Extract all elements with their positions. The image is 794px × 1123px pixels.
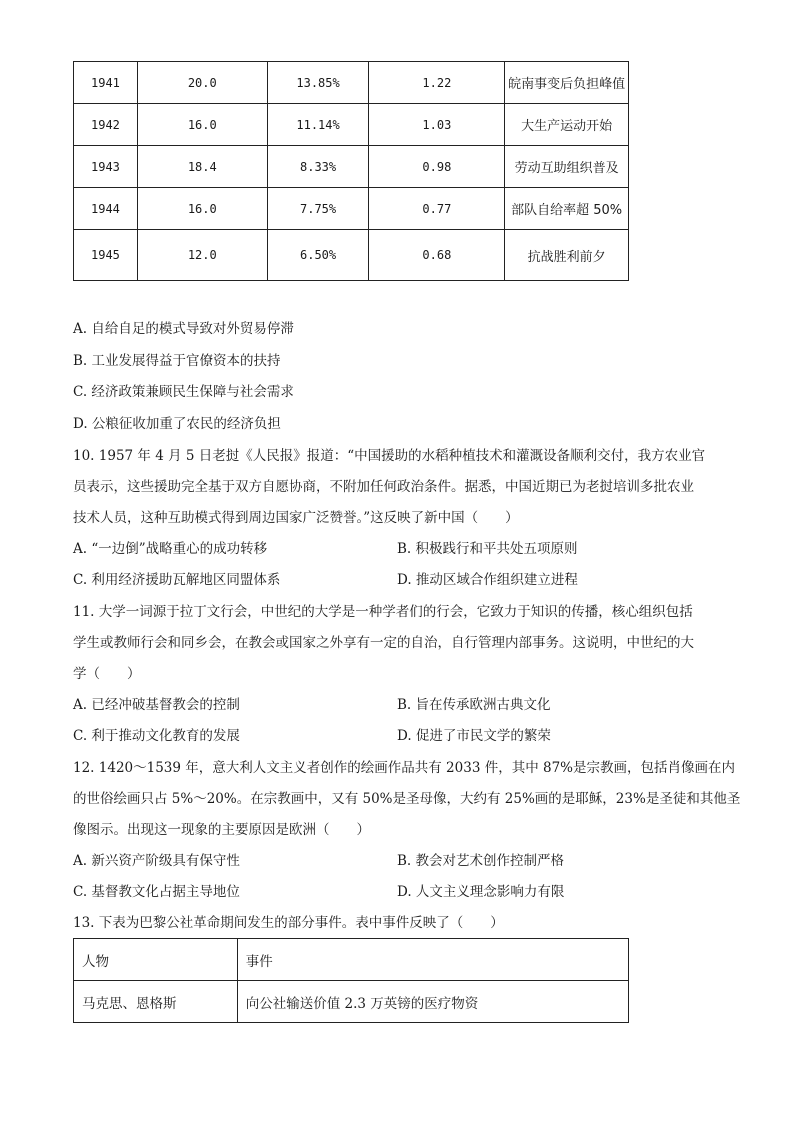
cell-percent: 6.50% [267,230,369,281]
cell-value: 12.0 [137,230,267,281]
cell-value: 16.0 [137,104,267,146]
q12-stem-line: 12. 1420～1539 年，意大利人文主义者创作的绘画作品共有 2033 件，其中 87%是宗教画，包括肖像画在内 [73,760,735,776]
q11-stem-line: 学生或教师行会和同乡会，在教会或国家之外享有一定的自治，自行管理内部事务。这说明，中世纪的大 [73,635,694,651]
cell-year: 1943 [74,146,138,188]
cell-percent: 7.75% [267,188,369,230]
cell-year: 1944 [74,188,138,230]
q10-option-a: A. “一边倒”战略重心的成功转移 [73,541,268,557]
q11-option-d: D. 促进了市民文学的繁荣 [397,728,551,744]
table-row [74,230,629,281]
q12-option-d: D. 人文主义理念影响力有限 [397,884,565,900]
commune-events-table [73,938,629,1023]
q10-stem-line: 员表示，这些援助完全基于双方自愿协商，不附加任何政治条件。据悉，中国近期已为老挝培训多批农业 [73,479,694,495]
cell-note: 抗战胜利前夕 [505,230,629,281]
q11-option-b: B. 旨在传承欧洲古典文化 [397,697,551,713]
q11-stem-line: 学（ ） [73,666,141,682]
q9-option-d: D. 公粮征收加重了农民的经济负担 [73,416,281,432]
q10-option-d: D. 推动区域合作组织建立进程 [397,572,578,588]
q10-stem-line: 技术人员，这种互助模式得到周边国家广泛赞誉。”这反映了新中国（ ） [73,510,519,526]
cell-value: 16.0 [137,188,267,230]
q11-option-a: A. 已经冲破基督教会的控制 [73,697,240,713]
q10-option-b: B. 积极践行和平共处五项原则 [397,541,578,557]
table-row [74,981,629,1023]
cell-percent: 13.85% [267,62,369,104]
cell-year: 1942 [74,104,138,146]
header-event: 事件 [237,939,628,981]
cell-person: 马克思、恩格斯 [74,981,238,1023]
table-row [74,104,629,146]
table-row [74,146,629,188]
q13-stem: 13. 下表为巴黎公社革命期间发生的部分事件。表中事件反映了（ ） [73,915,504,931]
cell-year: 1941 [74,62,138,104]
cell-note: 部队自给率超 50% [505,188,629,230]
cell-event: 向公社输送价值 2.3 万英镑的医疗物资 [237,981,628,1023]
table-row [74,188,629,230]
q11-option-c: C. 利于推动文化教育的发展 [73,728,240,744]
q11-stem-line: 11. 大学一词源于拉丁文行会，中世纪的大学是一种学者们的行会，它致力于知识的传播，核心组织包括 [73,604,693,620]
cell-percent: 8.33% [267,146,369,188]
cell-note: 大生产运动开始 [505,104,629,146]
q12-option-a: A. 新兴资产阶级具有保守性 [73,853,240,869]
table-header-row [74,939,629,981]
cell-ratio: 0.77 [369,188,505,230]
cell-ratio: 0.68 [369,230,505,281]
q12-stem-line: 的世俗绘画只占 5%～20%。在宗教画中，又有 50%是圣母像，大约有 25%画的是耶稣，23%是圣徒和其他圣 [73,791,741,807]
q10-stem-line: 10. 1957 年 4 月 5 日老挝《人民报》报道：“中国援助的水稻种植技术和灌溉设备顺利交付，我方农业官 [73,448,706,464]
q12-stem-line: 像图示。出现这一现象的主要原因是欧洲（ ） [73,822,370,838]
economic-data-table [73,61,629,281]
cell-note: 皖南事变后负担峰值 [505,62,629,104]
q12-option-b: B. 教会对艺术创作控制严格 [397,853,565,869]
cell-ratio: 1.22 [369,62,505,104]
cell-year: 1945 [74,230,138,281]
table-row [74,62,629,104]
q9-option-b: B. 工业发展得益于官僚资本的扶持 [73,353,281,369]
header-person: 人物 [74,939,238,981]
cell-ratio: 1.03 [369,104,505,146]
cell-ratio: 0.98 [369,146,505,188]
q10-option-c: C. 利用经济援助瓦解地区同盟体系 [73,572,281,588]
q9-option-c: C. 经济政策兼顾民生保障与社会需求 [73,384,294,400]
q9-option-a: A. 自给自足的模式导致对外贸易停滞 [73,321,294,337]
cell-percent: 11.14% [267,104,369,146]
cell-note: 劳动互助组织普及 [505,146,629,188]
cell-value: 18.4 [137,146,267,188]
cell-value: 20.0 [137,62,267,104]
q12-option-c: C. 基督教文化占据主导地位 [73,884,240,900]
